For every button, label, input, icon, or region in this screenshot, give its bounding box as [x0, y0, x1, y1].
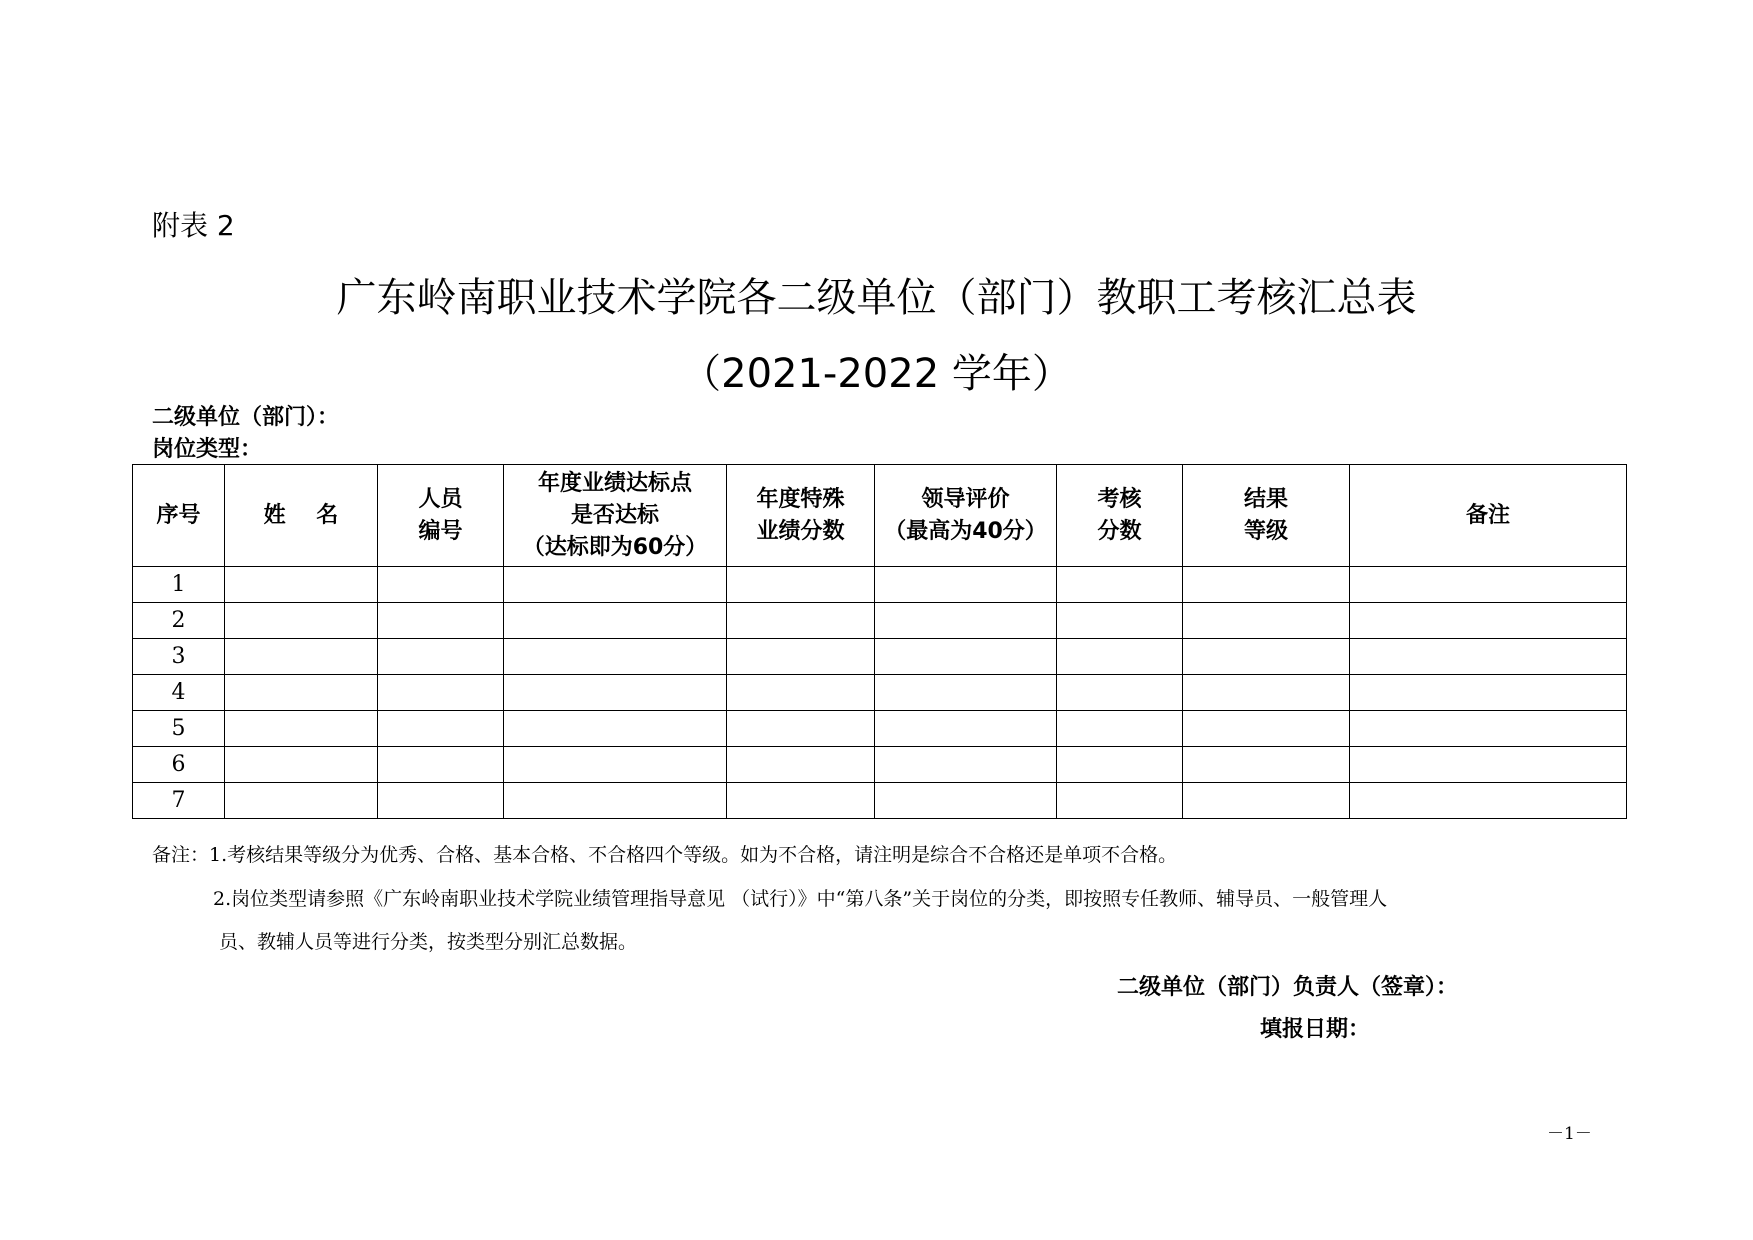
- post-type-field-label: 岗位类型：: [152, 437, 263, 462]
- table-cell[interactable]: [504, 783, 727, 819]
- table-header-row: [133, 465, 1627, 567]
- leader-signature-label: 二级单位（部门）负责人（签章）：: [1117, 975, 1459, 1000]
- table-cell[interactable]: [727, 639, 875, 675]
- table-cell[interactable]: [1183, 783, 1350, 819]
- row-index-cell: 1: [133, 567, 225, 603]
- table-cell[interactable]: [504, 675, 727, 711]
- table-cell[interactable]: [727, 567, 875, 603]
- table-cell[interactable]: [1183, 567, 1350, 603]
- table-cell[interactable]: [1183, 639, 1350, 675]
- row-index-cell: 3: [133, 639, 225, 675]
- table-row: [133, 675, 1627, 711]
- table-row: [133, 639, 1627, 675]
- table-row: [133, 783, 1627, 819]
- fill-date-label: 填报日期：: [1260, 1017, 1371, 1042]
- table-cell[interactable]: [1183, 603, 1350, 639]
- table-cell[interactable]: [1057, 747, 1183, 783]
- table-cell[interactable]: [727, 711, 875, 747]
- table-cell[interactable]: [1350, 747, 1627, 783]
- table-cell[interactable]: [875, 567, 1057, 603]
- column-header: 人员 编号: [378, 465, 504, 567]
- table-cell[interactable]: [378, 747, 504, 783]
- table-cell[interactable]: [225, 747, 378, 783]
- column-header: 姓 名: [225, 465, 378, 567]
- table-cell[interactable]: [1183, 711, 1350, 747]
- table-cell[interactable]: [1350, 675, 1627, 711]
- row-index-cell: 6: [133, 747, 225, 783]
- table-cell[interactable]: [1057, 567, 1183, 603]
- remark-note-2: 2.岗位类型请参照《广东岭南职业技术学院业绩管理指导意见 （试行）》中“第八条”关于岗位的分类，即按照专任教师、辅导员、一般管理人: [213, 888, 1388, 910]
- table-cell[interactable]: [1350, 567, 1627, 603]
- table-cell[interactable]: [1350, 639, 1627, 675]
- column-header: 备注: [1350, 465, 1627, 567]
- table-cell[interactable]: [875, 603, 1057, 639]
- table-cell[interactable]: [504, 747, 727, 783]
- table-cell[interactable]: [378, 675, 504, 711]
- table-row: [133, 711, 1627, 747]
- table-cell[interactable]: [1057, 639, 1183, 675]
- table-cell[interactable]: [1057, 783, 1183, 819]
- row-index-cell: 4: [133, 675, 225, 711]
- row-index-cell: 2: [133, 603, 225, 639]
- table-cell[interactable]: [225, 675, 378, 711]
- row-index-cell: 7: [133, 783, 225, 819]
- unit-field-label: 二级单位（部门）：: [152, 405, 340, 430]
- table-cell[interactable]: [504, 603, 727, 639]
- table-cell[interactable]: [875, 639, 1057, 675]
- column-header: 考核 分数: [1057, 465, 1183, 567]
- column-header: 领导评价 （最高为40分）: [875, 465, 1057, 567]
- table-cell[interactable]: [504, 567, 727, 603]
- table-row: [133, 747, 1627, 783]
- column-header: 年度特殊 业绩分数: [727, 465, 875, 567]
- table-cell[interactable]: [1350, 711, 1627, 747]
- table-cell[interactable]: [225, 783, 378, 819]
- table-cell[interactable]: [875, 783, 1057, 819]
- table-cell[interactable]: [225, 603, 378, 639]
- table-cell[interactable]: [225, 639, 378, 675]
- table-row: [133, 567, 1627, 603]
- table-cell[interactable]: [727, 747, 875, 783]
- table-cell[interactable]: [727, 783, 875, 819]
- table-row: [133, 603, 1627, 639]
- remark-note-3: 员、教辅人员等进行分类，按类型分别汇总数据。: [219, 931, 638, 953]
- column-header: 年度业绩达标点 是否达标 （达标即为60分）: [504, 465, 727, 567]
- table-cell[interactable]: [1057, 603, 1183, 639]
- table-cell[interactable]: [378, 603, 504, 639]
- table-cell[interactable]: [378, 711, 504, 747]
- table-cell[interactable]: [875, 747, 1057, 783]
- table-cell[interactable]: [875, 711, 1057, 747]
- table-cell[interactable]: [378, 639, 504, 675]
- table-cell[interactable]: [378, 567, 504, 603]
- table-cell[interactable]: [1350, 783, 1627, 819]
- table-cell[interactable]: [875, 675, 1057, 711]
- table-cell[interactable]: [504, 639, 727, 675]
- attachment-label: 附表 2: [152, 209, 235, 242]
- table-cell[interactable]: [1350, 603, 1627, 639]
- table-cell[interactable]: [1183, 675, 1350, 711]
- column-header: 结果 等级: [1183, 465, 1350, 567]
- remark-note-1: 备注：1.考核结果等级分为优秀、合格、基本合格、不合格四个等级。如为不合格，请注明是综合不合格还是单项不合格。: [152, 844, 1178, 866]
- table-cell[interactable]: [378, 783, 504, 819]
- table-cell[interactable]: [727, 675, 875, 711]
- table-cell[interactable]: [1057, 711, 1183, 747]
- table-cell[interactable]: [504, 711, 727, 747]
- page-subtitle-year: （2021-2022 学年）: [681, 351, 1072, 397]
- column-header: 序号: [133, 465, 225, 567]
- table-cell[interactable]: [1183, 747, 1350, 783]
- page-number: －1－: [1547, 1124, 1592, 1144]
- table-cell[interactable]: [225, 711, 378, 747]
- table-cell[interactable]: [727, 603, 875, 639]
- table-cell[interactable]: [1057, 675, 1183, 711]
- table-cell[interactable]: [225, 567, 378, 603]
- page-title: 广东岭南职业技术学院各二级单位（部门）教职工考核汇总表: [336, 275, 1417, 321]
- summary-table: [132, 464, 1627, 819]
- row-index-cell: 5: [133, 711, 225, 747]
